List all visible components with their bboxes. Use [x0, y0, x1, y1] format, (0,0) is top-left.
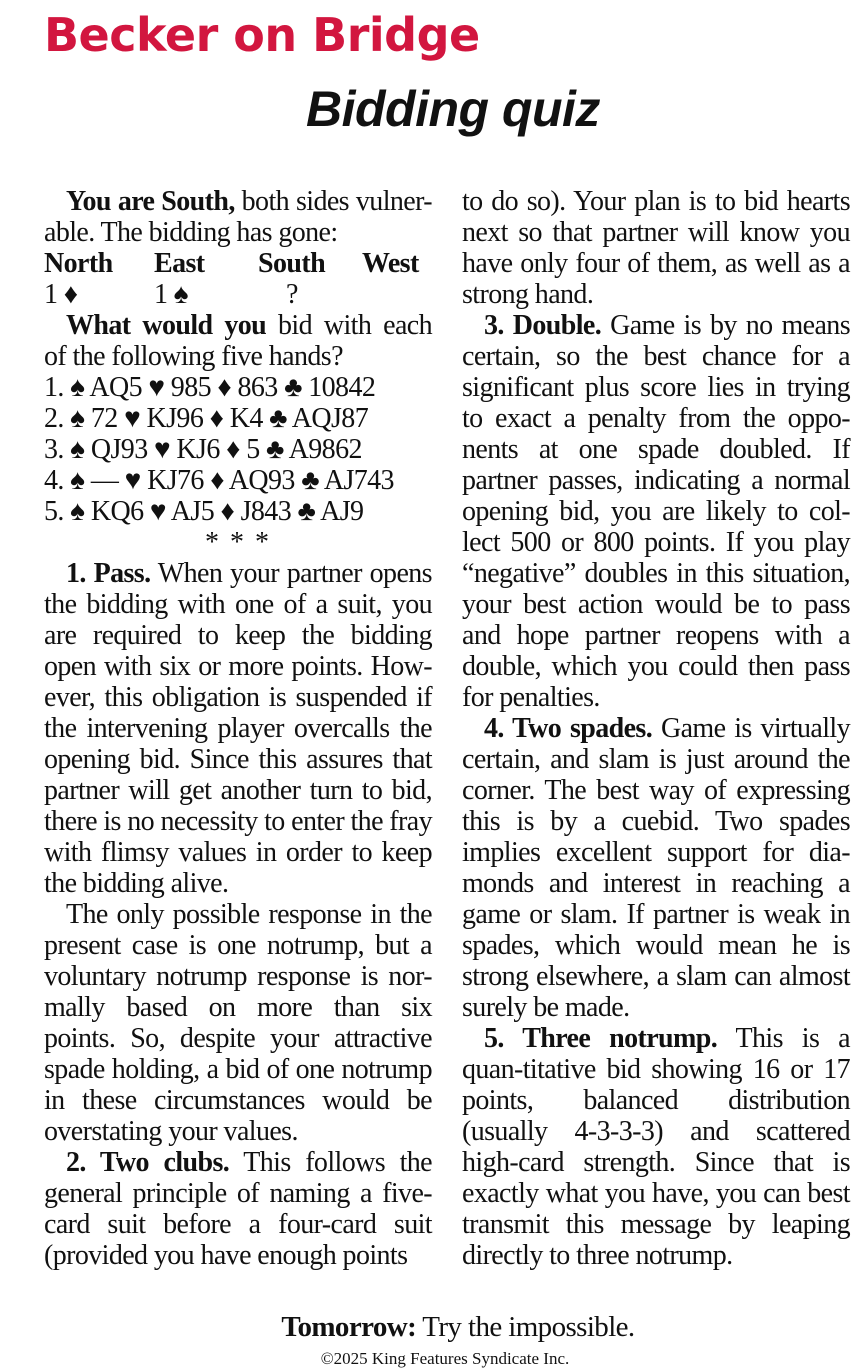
- answer-4-paragraph: [462, 713, 850, 1023]
- column-brand-title: Becker on Bridge: [44, 8, 480, 62]
- hand-4: 4. ♠ — ♥ KJ76 ♦ AQ93 ♣ AJ743: [44, 465, 394, 496]
- answer-3-paragraph: [462, 310, 850, 713]
- tomorrow-teaser: [0, 1311, 852, 1344]
- section-separator: * * *: [205, 527, 271, 558]
- copyright-notice: ©2025 King Features Syndicate Inc.: [320, 1349, 570, 1368]
- answer-4-lead: 4. Two spades.: [484, 713, 653, 744]
- answer-5-text: This is a quan-titative bid showing 16 or 17 points, balanced distribution (usually 4-3-3-3) and scattered high-card strength. Since that is exactly what you have, you can best transmit this message by leaping directly to three notrump.: [462, 1023, 850, 1271]
- auction-bid-west: [362, 279, 422, 310]
- hand-3: 3. ♠ QJ93 ♥ KJ6 ♦ 5 ♣ A9862: [44, 434, 362, 465]
- left-column: [44, 186, 432, 1271]
- auction-bid-north: 1 ♦: [44, 279, 78, 310]
- intro-paragraph: [44, 186, 432, 248]
- question-lead: What would you: [66, 310, 267, 341]
- answer-1-text: When your partner opens the bidding with one of a suit, you are required to keep the bidding open with six or more points. How-ever, this obligation is suspended if the intervening player overcalls the opening bid. Since this assures that partner will get another turn to bid, there is no necessity to enter the fray with flimsy values in order to keep the bidding alive.: [44, 558, 432, 899]
- auction-bid-row: [44, 279, 422, 310]
- hand-1: 1. ♠ AQ5 ♥ 985 ♦ 863 ♣ 10842: [44, 372, 376, 403]
- auction-header-row: [44, 248, 422, 279]
- question-text: bid with each of the following five hands?: [44, 310, 432, 372]
- intro-lead: You are South,: [66, 186, 235, 217]
- answer-5-lead: 5. Three notrump.: [484, 1023, 718, 1054]
- auction-header-south: South: [258, 248, 326, 279]
- answer-2-continued: to do so). Your plan is to bid hearts next so that partner will know you have only four of them, as well as a strong hand.: [462, 186, 850, 310]
- answer-5-paragraph: [462, 1023, 850, 1271]
- intro-text: both sides vulner-able. The bidding has gone:: [44, 186, 432, 248]
- right-column: [462, 186, 850, 1271]
- auction-header-west: West: [362, 248, 419, 279]
- hand-2: 2. ♠ 72 ♥ KJ96 ♦ K4 ♣ AQJ87: [44, 403, 369, 434]
- answer-2-paragraph: [44, 1147, 432, 1271]
- page-subtitle: Bidding quiz: [306, 81, 600, 137]
- answer-1-lead: 1. Pass.: [66, 558, 151, 589]
- auction-table: [44, 248, 422, 310]
- auction-bid-south: ?: [286, 279, 298, 310]
- auction-bid-east: 1 ♠: [154, 279, 189, 310]
- answer-2-text: This follows the general principle of naming a five-card suit before a four-card suit (provided you have enough points: [44, 1147, 433, 1271]
- auction-header-north: North: [44, 248, 113, 279]
- answer-4-text: Game is virtually certain, and slam is just around the corner. The best way of expressing this is by a cuebid. Two spades implies excellent support for dia-monds and interest in reaching a game or slam. If partner is weak in spades, which would mean he is strong elsewhere, a slam can almost surely be made.: [462, 713, 850, 1023]
- tomorrow-label: Tomorrow:: [281, 1311, 417, 1343]
- question-paragraph: [44, 310, 432, 372]
- answer-1-paragraph: [44, 558, 432, 899]
- auction-header-east: East: [154, 248, 205, 279]
- answer-3-lead: 3. Double.: [484, 310, 602, 341]
- hand-5: 5. ♠ KQ6 ♥ AJ5 ♦ J843 ♣ AJ9: [44, 496, 364, 527]
- answer-1-paragraph-2: The only possible response in the present case is one notrump, but a voluntary notrump response is nor-mally based on more than six points. So, despite your attractive spade holding, a bid of one notrump in these circumstances would be overstating your values.: [44, 899, 432, 1147]
- answer-2-lead: 2. Two clubs.: [66, 1147, 230, 1178]
- tomorrow-text: Try the impossible.: [416, 1311, 635, 1343]
- answer-3-text: Game is by no means certain, so the best chance for a significant plus score lies in trying to exact a penalty from the oppo-nents at one spade doubled. If partner passes, indicating a normal opening bid, you are likely to col-lect 500 or 800 points. If you play “negative” doubles in this situation, your best action would be to pass and hope partner reopens with a double, which you could then pass for penalties.: [462, 310, 850, 713]
